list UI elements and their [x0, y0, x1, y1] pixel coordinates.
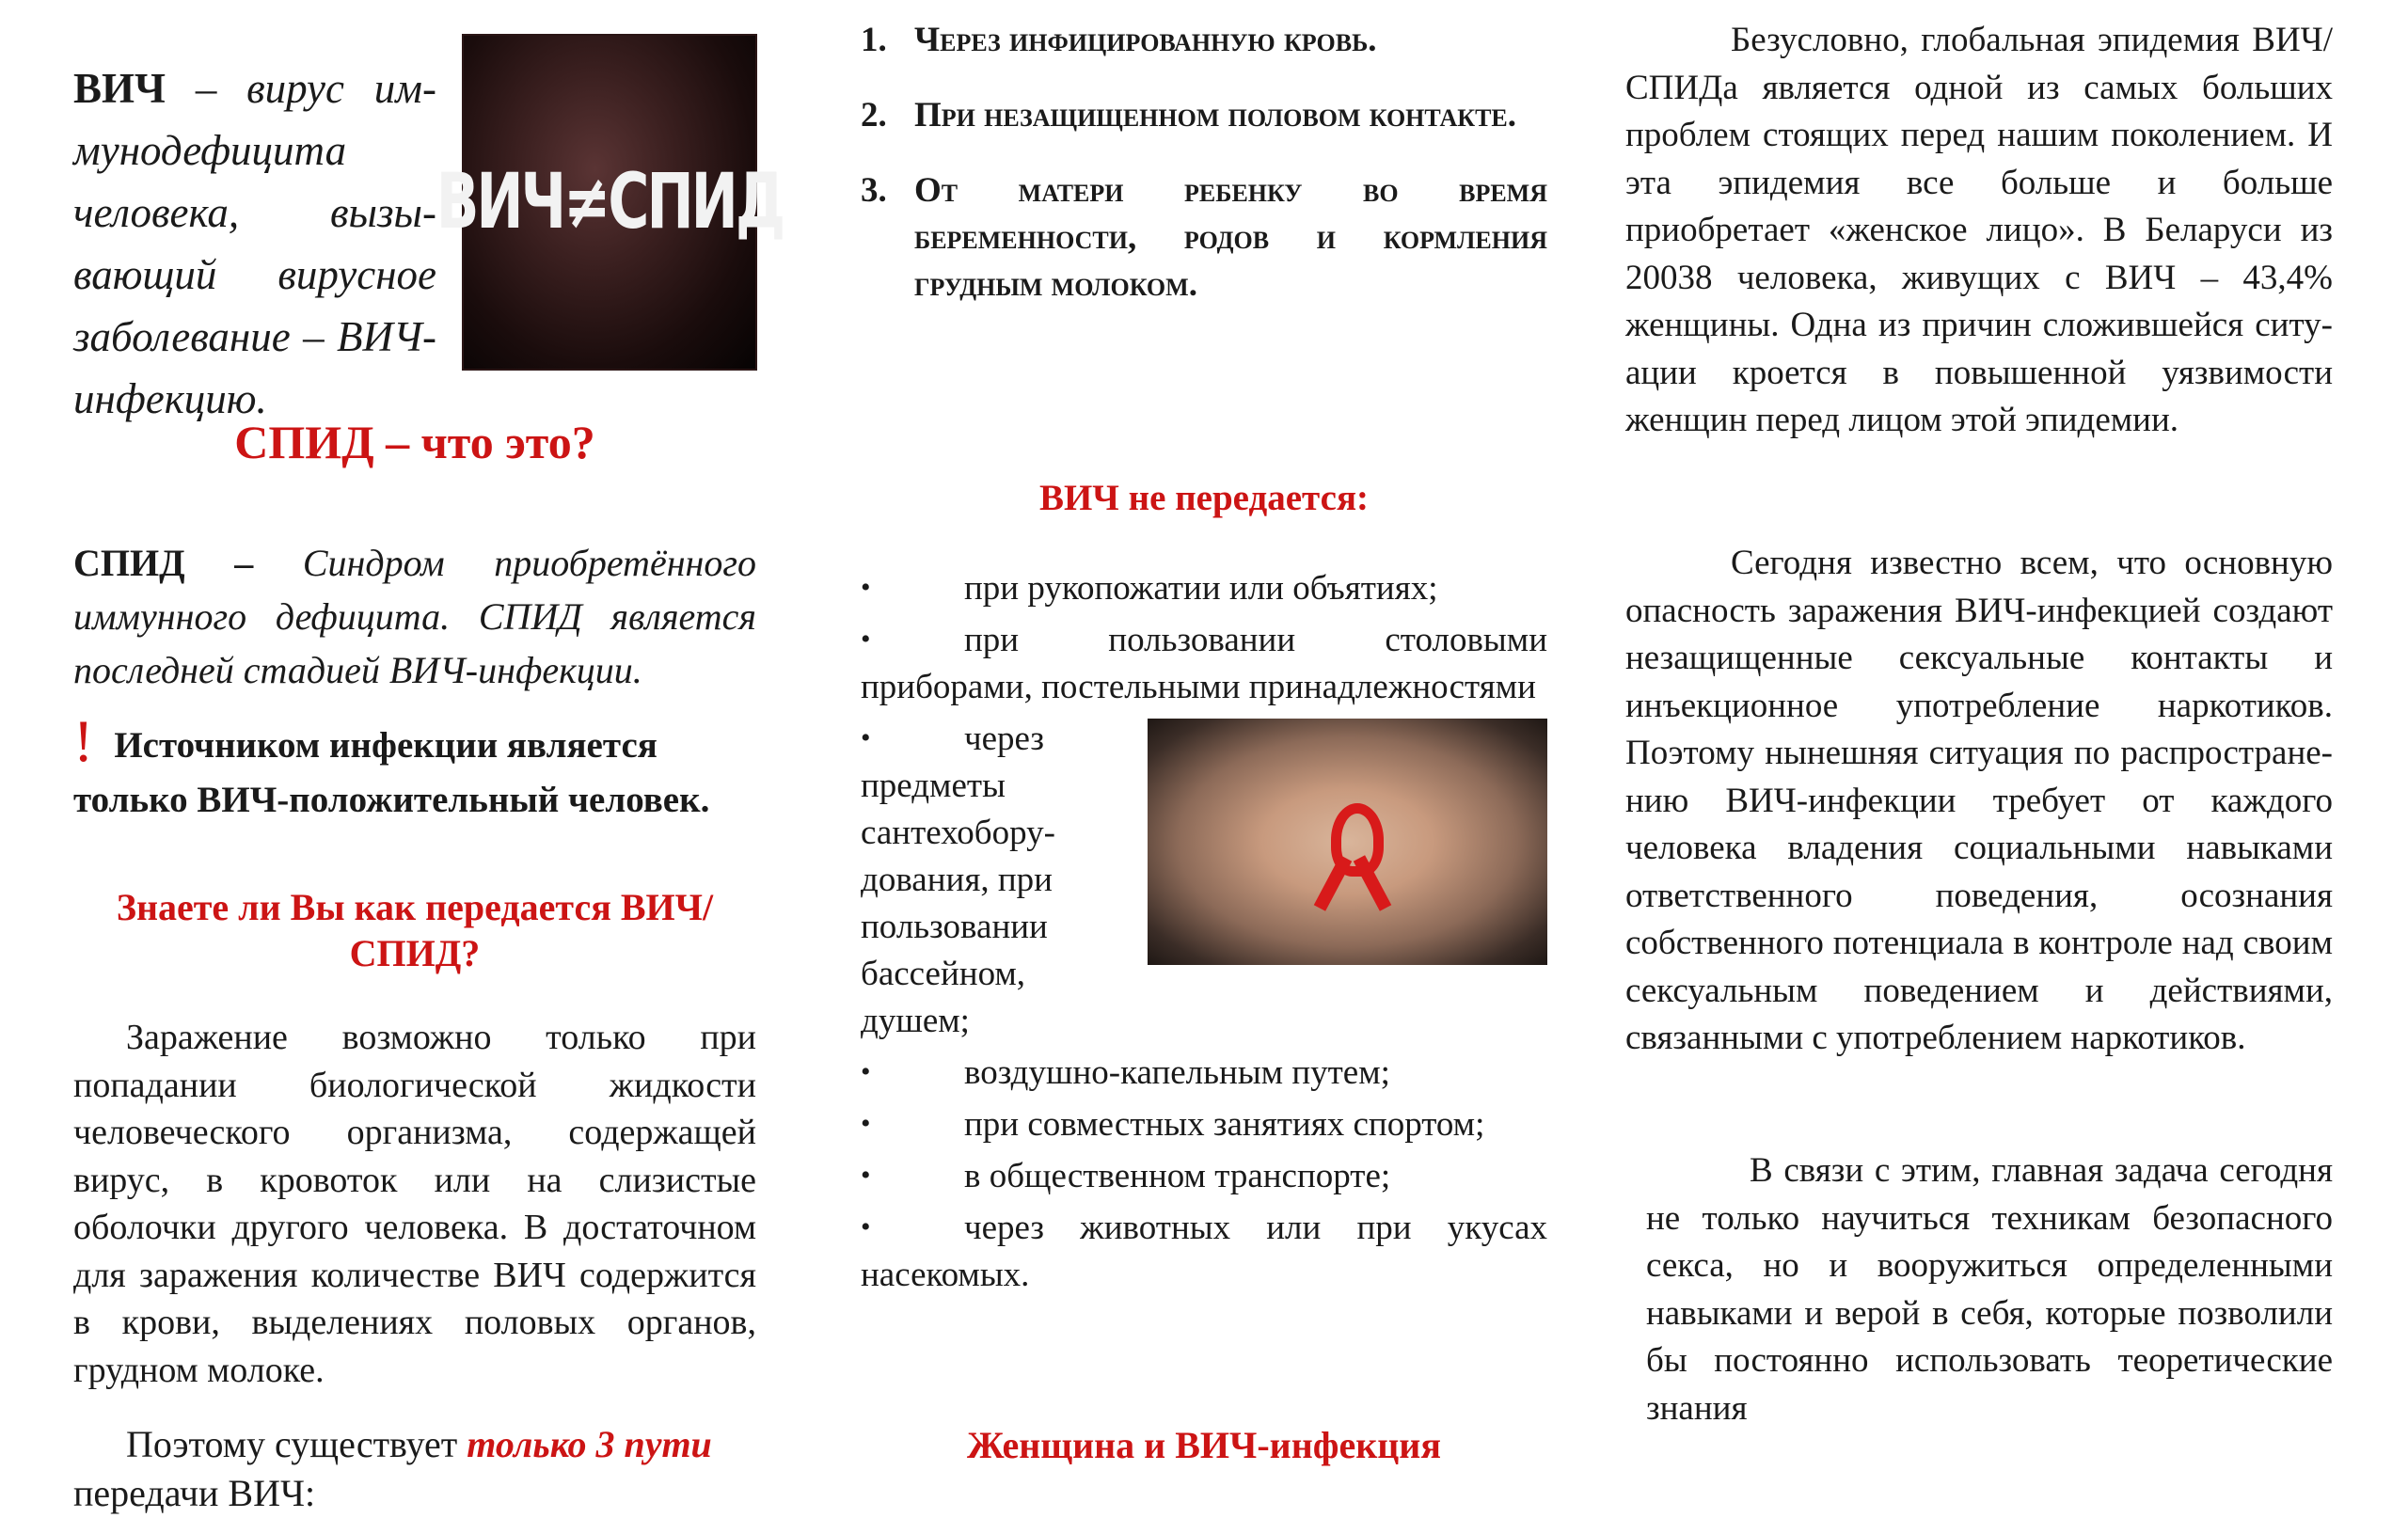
not-transmitted-heading: ВИЧ не передается:: [1038, 478, 1370, 518]
route-text: Через инфицированную кровь.: [914, 21, 1377, 59]
hiv-not-aids-text: ВИЧ≠СПИД: [436, 157, 784, 247]
bullet-icon: •: [861, 1056, 871, 1087]
risk-paragraph: Сегодня известно всем, что основную опасность заражения ВИЧ-инфекцией создают незащищенные сексуальные контакты и инъекционное употребление наркотиков. Поэтому нынешняя ситуация по распространению ВИЧ-инфекции требует от каждого человека владения социальными навыками ответственного поведения, осознания собственного потенциала в контроле над своим сексуальным поведением и действиями, связанными с употреблением наркотиков.: [1625, 544, 2333, 1057]
ways-text-start: Поэтому существует: [126, 1423, 467, 1465]
hiv-definition: [73, 57, 436, 430]
bullet-icon: •: [861, 722, 871, 753]
transmission-routes-list: [861, 17, 1547, 337]
route-number: 1.: [861, 21, 887, 59]
transmission-question-heading: Знаете ли Вы как передается ВИЧ/СПИД?: [116, 886, 714, 974]
list-item-text: воздушно-капельным путем;: [964, 1053, 1390, 1092]
ribbon-tail-left: [1314, 855, 1353, 911]
route-number: 3.: [861, 171, 887, 210]
ways-emphasis: только 3 пути: [467, 1423, 712, 1465]
list-item-text: через предметы сантехоборудования, при пользовании бассейном, душем;: [861, 719, 1055, 1040]
bullet-icon: •: [861, 1108, 871, 1139]
infection-source-text: Источником инфекции является только ВИЧ-положительный человек.: [73, 725, 710, 820]
transmission-ways-intro: [73, 1420, 732, 1518]
exclamation-icon: !: [73, 707, 94, 774]
hiv-not-aids-image: [436, 36, 784, 369]
route-text: От матери ребенку во время беременности, родов и кормления грудным молоком.: [914, 171, 1547, 304]
main-task-paragraph: В связи с этим, главная задача сегодня не только научиться техникам безопасного секса, но и вооружиться определенными навыками и верой в себя, которые позволили бы постоянно использовать теоретические знания: [1646, 1151, 2333, 1428]
hands-red-ribbon-image: [1148, 719, 1547, 965]
not-transmitted-list: [861, 564, 1547, 1303]
aids-term: СПИД –: [73, 542, 254, 584]
infection-paragraph: Заражение возможно только при попадании биологической жидкости человеческого организма, содержащей вирус, в кровоток или на слизистые оболочки другого человека. В достаточном для заражения количестве ВИЧ содержится в крови, выделениях половых органов, грудном молоке.: [73, 1018, 756, 1390]
woman-hiv-heading: Женщина и ВИЧ-инфекция: [966, 1424, 1441, 1466]
bullet-icon: •: [861, 624, 871, 655]
bullet-icon: •: [861, 1211, 871, 1242]
list-item: [861, 1049, 1547, 1097]
infection-source-note: [73, 707, 756, 828]
aids-heading: СПИД – что это?: [234, 416, 595, 468]
list-item-text: при рукопожатии или объятиях;: [964, 569, 1438, 608]
hiv-definition-text: – вирус иммунодефицита человека, вызывающий вирусное заболевание – ВИЧ-инфекцию.: [73, 65, 436, 422]
route-number: 2.: [861, 96, 887, 134]
epidemic-paragraph: Безусловно, глобальная эпидемия ВИЧ/СПИДа является одной из самых больших проблем стоящих перед нашим поколением. И эта эпидемия все больше и больше приобретает «женское лицо». В Беларуси из 20038 человека, живущих с ВИЧ – 43,4% женщины. Одна из причин сложившейся ситуации кроется в повышенной уязвимости женщин перед лицом этой эпидемии.: [1625, 21, 2333, 439]
list-item: [861, 1204, 1547, 1299]
ways-text-end: передачи ВИЧ:: [73, 1472, 316, 1514]
list-item: [861, 1100, 1547, 1148]
route-item: [861, 92, 1547, 139]
route-text: При незащищенном половом контакте.: [914, 96, 1517, 134]
bullet-icon: •: [861, 1160, 871, 1191]
hiv-term: ВИЧ: [73, 65, 166, 112]
list-item: [861, 564, 1547, 612]
aids-definition: [73, 536, 756, 697]
list-item-text: при пользовании столовыми приборами, постельными принадлежностями: [861, 621, 1547, 706]
bullet-icon: •: [861, 572, 871, 603]
list-item: [861, 616, 1547, 711]
list-item-text: при совместных занятиях спортом;: [964, 1105, 1485, 1144]
route-item: [861, 17, 1547, 64]
route-item: [861, 167, 1547, 308]
list-item-text: в общественном транспорте;: [964, 1157, 1391, 1195]
list-item-text: через животных или при укусах насекомых.: [861, 1209, 1547, 1294]
list-item: [861, 1152, 1547, 1200]
aids-definition-text: Синдром приобретённого иммунного дефицита. СПИД является последней стадией ВИЧ-инфекции.: [73, 542, 756, 691]
